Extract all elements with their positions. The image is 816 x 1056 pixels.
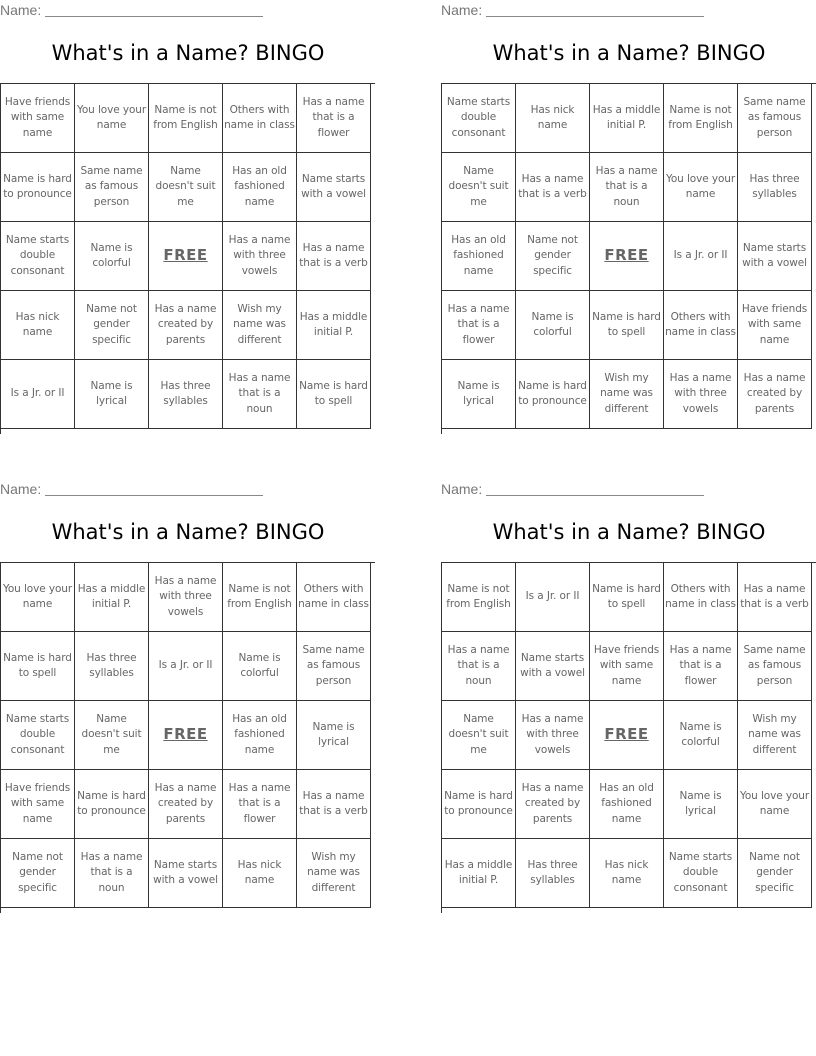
bingo-cell[interactable]: Has a name that is a noun [590, 153, 664, 222]
name-label: Name: [0, 2, 42, 18]
name-blank-line[interactable] [45, 4, 263, 17]
bingo-cell[interactable]: Has three syllables [516, 839, 590, 908]
free-space[interactable]: FREE [590, 222, 664, 291]
name-label: Name: [441, 481, 483, 497]
bingo-cell[interactable]: Has an old fashioned name [590, 770, 664, 839]
bingo-cell[interactable]: Has a name with three vowels [516, 701, 590, 770]
bingo-cell[interactable]: You love your name [738, 770, 812, 839]
name-label: Name: [441, 2, 483, 18]
bingo-cell[interactable]: Has an old fashioned name [223, 153, 297, 222]
bingo-cell[interactable]: Has a name that is a noun [223, 360, 297, 429]
bingo-cell[interactable]: Has a middle initial P. [75, 563, 149, 632]
bingo-grid [441, 83, 816, 434]
name-line [0, 2, 264, 20]
bingo-cell[interactable]: Has a name created by parents [516, 770, 590, 839]
bingo-cell[interactable]: Has an old fashioned name [223, 701, 297, 770]
bingo-cell[interactable]: Has a name that is a flower [297, 84, 371, 153]
bingo-cell[interactable]: Same name as famous person [738, 84, 812, 153]
bingo-cell[interactable]: Name is colorful [516, 291, 590, 360]
bingo-cell[interactable]: Have friends with same name [590, 632, 664, 701]
bingo-cell[interactable]: Name not gender specific [1, 839, 75, 908]
bingo-cell[interactable]: Name is colorful [664, 701, 738, 770]
bingo-card [441, 0, 816, 440]
bingo-cell[interactable]: Has a name with three vowels [149, 563, 223, 632]
name-line [0, 481, 264, 499]
bingo-cell[interactable]: Wish my name was different [590, 360, 664, 429]
card-title: What's in a Name? BINGO [492, 41, 766, 65]
bingo-cell[interactable]: Has nick name [516, 84, 590, 153]
bingo-cell[interactable]: Is a Jr. or II [1, 360, 75, 429]
bingo-cell[interactable]: Has a name that is a flower [664, 632, 738, 701]
bingo-cell[interactable]: Is a Jr. or II [664, 222, 738, 291]
bingo-cell[interactable]: Name is hard to pronounce [442, 770, 516, 839]
card-title: What's in a Name? BINGO [492, 520, 766, 544]
bingo-cell[interactable]: Same name as famous person [297, 632, 371, 701]
bingo-grid [441, 562, 816, 913]
free-space[interactable]: FREE [149, 222, 223, 291]
bingo-cell[interactable]: Name doesn't suit me [75, 701, 149, 770]
name-label: Name: [0, 481, 42, 497]
bingo-cell[interactable]: Has three syllables [738, 153, 812, 222]
bingo-cell[interactable]: Has a name that is a flower [442, 291, 516, 360]
free-space[interactable]: FREE [590, 701, 664, 770]
name-blank-line[interactable] [486, 483, 704, 496]
bingo-cell[interactable]: Name is hard to spell [590, 291, 664, 360]
card-title: What's in a Name? BINGO [51, 41, 325, 65]
bingo-cell[interactable]: Has a name created by parents [149, 291, 223, 360]
bingo-cell[interactable]: Name starts with a vowel [297, 153, 371, 222]
bingo-cell[interactable]: Has a name that is a verb [297, 222, 371, 291]
bingo-cell[interactable]: Has a middle initial P. [590, 84, 664, 153]
bingo-cell[interactable]: Name is lyrical [664, 770, 738, 839]
bingo-cell[interactable]: Same name as famous person [738, 632, 812, 701]
bingo-cell[interactable]: Has a name that is a verb [738, 563, 812, 632]
bingo-cell[interactable]: Others with name in class [664, 563, 738, 632]
bingo-cell[interactable]: Have friends with same name [1, 770, 75, 839]
bingo-cell[interactable]: Name is not from English [223, 563, 297, 632]
bingo-cell[interactable]: Has nick name [1, 291, 75, 360]
bingo-grid [0, 83, 375, 434]
bingo-cell[interactable]: Name starts with a vowel [516, 632, 590, 701]
bingo-cell[interactable]: Name is hard to spell [590, 563, 664, 632]
bingo-cell[interactable]: Others with name in class [297, 563, 371, 632]
bingo-cell[interactable]: Has three syllables [75, 632, 149, 701]
bingo-cell[interactable]: Has a name that is a flower [223, 770, 297, 839]
bingo-cell[interactable]: Has nick name [223, 839, 297, 908]
bingo-cell[interactable]: Wish my name was different [297, 839, 371, 908]
card-title: What's in a Name? BINGO [51, 520, 325, 544]
name-blank-line[interactable] [45, 483, 263, 496]
bingo-cell[interactable]: Name starts double consonant [1, 701, 75, 770]
bingo-cell[interactable]: You love your name [664, 153, 738, 222]
bingo-cell[interactable]: Name starts with a vowel [149, 839, 223, 908]
bingo-cell[interactable]: Name doesn't suit me [442, 153, 516, 222]
bingo-cell[interactable]: Name is not from English [664, 84, 738, 153]
bingo-cell[interactable]: Name starts double consonant [1, 222, 75, 291]
bingo-cell[interactable]: Is a Jr. or II [149, 632, 223, 701]
bingo-cell[interactable]: Name starts double consonant [664, 839, 738, 908]
bingo-cell[interactable]: Has a name that is a noun [75, 839, 149, 908]
bingo-cell[interactable]: Name is hard to pronounce [75, 770, 149, 839]
bingo-cell[interactable]: Wish my name was different [223, 291, 297, 360]
bingo-cell[interactable]: Name starts with a vowel [738, 222, 812, 291]
name-line [441, 481, 705, 499]
bingo-cell[interactable]: Has nick name [590, 839, 664, 908]
bingo-cell[interactable]: Name is hard to spell [297, 360, 371, 429]
bingo-cell[interactable]: Name is hard to pronounce [1, 153, 75, 222]
bingo-cell[interactable]: Has three syllables [149, 360, 223, 429]
bingo-cell[interactable]: Has a name that is a verb [297, 770, 371, 839]
name-blank-line[interactable] [486, 4, 704, 17]
bingo-cell[interactable]: Wish my name was different [738, 701, 812, 770]
bingo-cell[interactable]: Name starts double consonant [442, 84, 516, 153]
bingo-card [0, 0, 376, 440]
bingo-cell[interactable]: Has an old fashioned name [442, 222, 516, 291]
bingo-cell[interactable]: Name not gender specific [516, 222, 590, 291]
bingo-cell[interactable]: Has a name with three vowels [664, 360, 738, 429]
bingo-cell[interactable]: Name doesn't suit me [149, 153, 223, 222]
bingo-cell[interactable]: Name is colorful [75, 222, 149, 291]
bingo-cell[interactable]: You love your name [1, 563, 75, 632]
bingo-card [441, 479, 816, 919]
bingo-cell[interactable]: Name is not from English [149, 84, 223, 153]
bingo-cell[interactable]: Name is colorful [223, 632, 297, 701]
bingo-cell[interactable]: Name is hard to pronounce [516, 360, 590, 429]
bingo-cell[interactable]: Name is lyrical [442, 360, 516, 429]
name-line [441, 2, 705, 20]
bingo-cell[interactable]: Have friends with same name [738, 291, 812, 360]
bingo-cell[interactable]: Name is hard to spell [1, 632, 75, 701]
bingo-cell[interactable]: Has a name that is a verb [516, 153, 590, 222]
bingo-cell[interactable]: Has a name that is a noun [442, 632, 516, 701]
bingo-cell[interactable]: Has a name created by parents [149, 770, 223, 839]
bingo-cell[interactable]: Same name as famous person [75, 153, 149, 222]
bingo-cell[interactable]: Name is not from English [442, 563, 516, 632]
bingo-cell[interactable]: Has a name created by parents [738, 360, 812, 429]
bingo-cell[interactable]: Have friends with same name [1, 84, 75, 153]
bingo-cell[interactable]: Name doesn't suit me [442, 701, 516, 770]
bingo-cell[interactable]: Others with name in class [664, 291, 738, 360]
bingo-cell[interactable]: Has a name with three vowels [223, 222, 297, 291]
free-space[interactable]: FREE [149, 701, 223, 770]
bingo-cell[interactable]: Has a middle initial P. [442, 839, 516, 908]
bingo-cell[interactable]: Name not gender specific [75, 291, 149, 360]
bingo-card [0, 479, 376, 919]
bingo-cell[interactable]: You love your name [75, 84, 149, 153]
bingo-cell[interactable]: Others with name in class [223, 84, 297, 153]
bingo-cell[interactable]: Has a middle initial P. [297, 291, 371, 360]
bingo-cell[interactable]: Name is lyrical [297, 701, 371, 770]
bingo-grid [0, 562, 375, 913]
bingo-cell[interactable]: Name is lyrical [75, 360, 149, 429]
bingo-cell[interactable]: Is a Jr. or II [516, 563, 590, 632]
bingo-cell[interactable]: Name not gender specific [738, 839, 812, 908]
